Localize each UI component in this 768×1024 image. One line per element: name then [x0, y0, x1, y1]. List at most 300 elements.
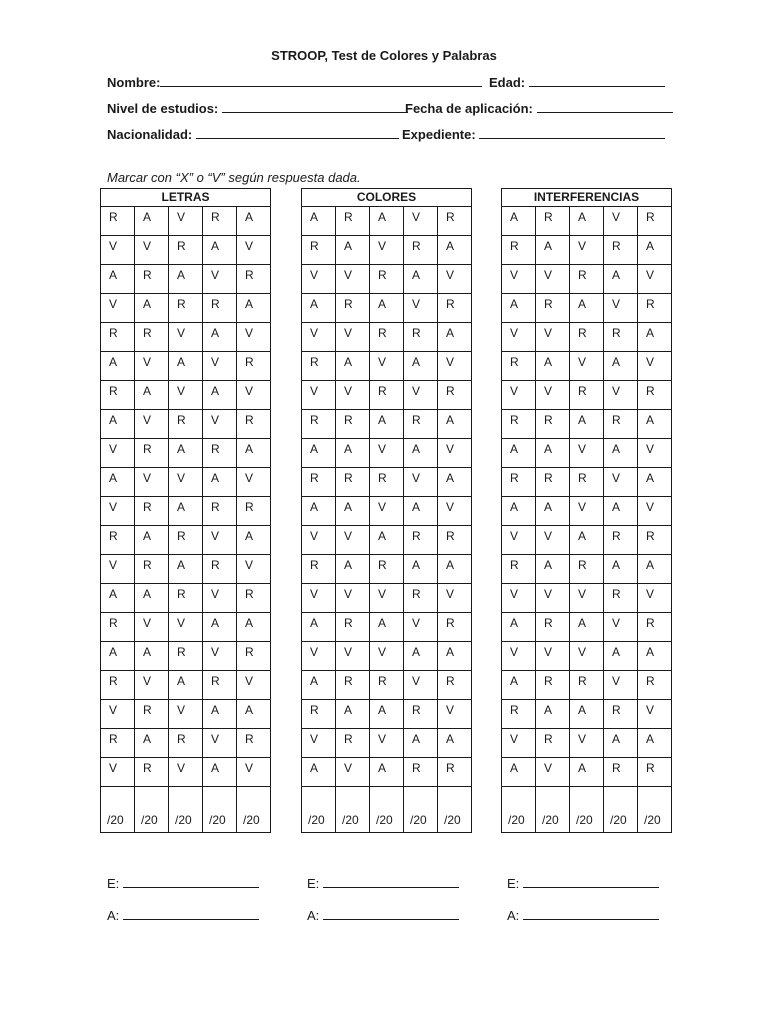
- stimulus-cell[interactable]: A: [302, 758, 336, 787]
- stimulus-cell[interactable]: V: [101, 700, 135, 729]
- stimulus-cell[interactable]: V: [370, 584, 404, 613]
- stimulus-cell[interactable]: V: [101, 439, 135, 468]
- stimulus-cell[interactable]: A: [638, 468, 672, 497]
- stimulus-cell[interactable]: A: [438, 323, 472, 352]
- stimulus-cell[interactable]: V: [135, 613, 169, 642]
- score-cell[interactable]: /20: [370, 787, 404, 833]
- stimulus-cell[interactable]: V: [101, 555, 135, 584]
- stimulus-cell[interactable]: A: [135, 526, 169, 555]
- stimulus-cell[interactable]: R: [638, 613, 672, 642]
- stimulus-cell[interactable]: V: [302, 323, 336, 352]
- stimulus-cell[interactable]: V: [502, 729, 536, 758]
- stimulus-cell[interactable]: R: [101, 729, 135, 758]
- stimulus-cell[interactable]: R: [404, 526, 438, 555]
- stimulus-cell[interactable]: R: [101, 613, 135, 642]
- stimulus-cell[interactable]: R: [502, 555, 536, 584]
- stimulus-cell[interactable]: V: [135, 468, 169, 497]
- stimulus-cell[interactable]: R: [404, 700, 438, 729]
- stimulus-cell[interactable]: A: [302, 671, 336, 700]
- stimulus-cell[interactable]: A: [604, 439, 638, 468]
- stimulus-cell[interactable]: A: [536, 352, 570, 381]
- stimulus-cell[interactable]: A: [135, 584, 169, 613]
- stimulus-cell[interactable]: V: [203, 729, 237, 758]
- stimulus-cell[interactable]: R: [502, 410, 536, 439]
- stimulus-cell[interactable]: A: [135, 207, 169, 236]
- score-cell[interactable]: /20: [302, 787, 336, 833]
- stimulus-cell[interactable]: R: [438, 207, 472, 236]
- stimulus-cell[interactable]: R: [604, 700, 638, 729]
- stimulus-cell[interactable]: A: [370, 294, 404, 323]
- stimulus-cell[interactable]: A: [570, 613, 604, 642]
- nacionalidad-blank[interactable]: [196, 127, 399, 139]
- stimulus-cell[interactable]: V: [169, 323, 203, 352]
- stimulus-cell[interactable]: R: [237, 352, 271, 381]
- stimulus-cell[interactable]: A: [237, 613, 271, 642]
- stimulus-cell[interactable]: A: [370, 700, 404, 729]
- stimulus-cell[interactable]: R: [604, 236, 638, 265]
- stimulus-cell[interactable]: V: [203, 642, 237, 671]
- stimulus-cell[interactable]: V: [203, 526, 237, 555]
- stimulus-cell[interactable]: A: [502, 294, 536, 323]
- stimulus-cell[interactable]: A: [336, 439, 370, 468]
- letras-a-field[interactable]: [107, 908, 259, 923]
- stimulus-cell[interactable]: A: [203, 381, 237, 410]
- stimulus-cell[interactable]: A: [169, 555, 203, 584]
- stimulus-cell[interactable]: R: [536, 671, 570, 700]
- stimulus-cell[interactable]: R: [336, 729, 370, 758]
- stimulus-cell[interactable]: R: [135, 265, 169, 294]
- stimulus-cell[interactable]: V: [135, 410, 169, 439]
- stimulus-cell[interactable]: A: [404, 439, 438, 468]
- nacionalidad-field[interactable]: [107, 127, 399, 142]
- stimulus-cell[interactable]: A: [570, 207, 604, 236]
- stimulus-cell[interactable]: R: [135, 323, 169, 352]
- stimulus-cell[interactable]: V: [135, 671, 169, 700]
- stimulus-cell[interactable]: V: [370, 236, 404, 265]
- stimulus-cell[interactable]: V: [237, 468, 271, 497]
- stimulus-cell[interactable]: A: [135, 294, 169, 323]
- stimulus-cell[interactable]: A: [638, 729, 672, 758]
- stimulus-cell[interactable]: V: [638, 439, 672, 468]
- stimulus-cell[interactable]: A: [101, 265, 135, 294]
- stimulus-cell[interactable]: V: [302, 265, 336, 294]
- stimulus-cell[interactable]: A: [438, 468, 472, 497]
- stimulus-cell[interactable]: R: [404, 584, 438, 613]
- stimulus-cell[interactable]: V: [370, 729, 404, 758]
- stimulus-cell[interactable]: V: [502, 642, 536, 671]
- expediente-field[interactable]: [402, 127, 665, 142]
- stimulus-cell[interactable]: A: [203, 613, 237, 642]
- stimulus-cell[interactable]: A: [604, 729, 638, 758]
- stimulus-cell[interactable]: A: [438, 555, 472, 584]
- stimulus-cell[interactable]: R: [302, 236, 336, 265]
- score-cell[interactable]: /20: [502, 787, 536, 833]
- stimulus-cell[interactable]: A: [336, 700, 370, 729]
- stimulus-cell[interactable]: R: [638, 758, 672, 787]
- nivel-blank[interactable]: [222, 101, 408, 113]
- stimulus-cell[interactable]: R: [237, 265, 271, 294]
- stimulus-cell[interactable]: R: [101, 671, 135, 700]
- stimulus-cell[interactable]: R: [101, 381, 135, 410]
- stimulus-cell[interactable]: R: [604, 584, 638, 613]
- stimulus-cell[interactable]: R: [536, 468, 570, 497]
- stimulus-cell[interactable]: V: [370, 497, 404, 526]
- stimulus-cell[interactable]: R: [101, 323, 135, 352]
- stimulus-cell[interactable]: R: [135, 700, 169, 729]
- stimulus-cell[interactable]: R: [336, 613, 370, 642]
- stimulus-cell[interactable]: V: [203, 410, 237, 439]
- interferencias-a-field[interactable]: [507, 908, 659, 923]
- stimulus-cell[interactable]: A: [438, 410, 472, 439]
- stimulus-cell[interactable]: V: [101, 497, 135, 526]
- stimulus-cell[interactable]: R: [336, 294, 370, 323]
- stimulus-cell[interactable]: A: [438, 729, 472, 758]
- stimulus-cell[interactable]: A: [370, 207, 404, 236]
- score-cell[interactable]: /20: [101, 787, 135, 833]
- stimulus-cell[interactable]: R: [502, 352, 536, 381]
- stimulus-cell[interactable]: A: [638, 642, 672, 671]
- stimulus-cell[interactable]: V: [302, 642, 336, 671]
- stimulus-cell[interactable]: A: [404, 497, 438, 526]
- stimulus-cell[interactable]: R: [101, 207, 135, 236]
- stimulus-cell[interactable]: V: [404, 671, 438, 700]
- stimulus-cell[interactable]: R: [237, 497, 271, 526]
- stimulus-cell[interactable]: A: [203, 323, 237, 352]
- stimulus-cell[interactable]: A: [169, 352, 203, 381]
- stimulus-cell[interactable]: R: [336, 671, 370, 700]
- stimulus-cell[interactable]: R: [169, 294, 203, 323]
- stimulus-cell[interactable]: V: [404, 207, 438, 236]
- stimulus-cell[interactable]: V: [336, 526, 370, 555]
- stimulus-cell[interactable]: A: [438, 642, 472, 671]
- stimulus-cell[interactable]: A: [502, 613, 536, 642]
- stimulus-cell[interactable]: A: [169, 497, 203, 526]
- stimulus-cell[interactable]: R: [502, 468, 536, 497]
- stimulus-cell[interactable]: V: [101, 758, 135, 787]
- fecha-blank[interactable]: [537, 101, 673, 113]
- stimulus-cell[interactable]: A: [404, 642, 438, 671]
- stimulus-cell[interactable]: A: [203, 236, 237, 265]
- stimulus-cell[interactable]: V: [438, 584, 472, 613]
- stimulus-cell[interactable]: V: [438, 497, 472, 526]
- score-cell[interactable]: /20: [638, 787, 672, 833]
- score-cell[interactable]: /20: [203, 787, 237, 833]
- stimulus-cell[interactable]: V: [604, 671, 638, 700]
- stimulus-cell[interactable]: V: [638, 265, 672, 294]
- stimulus-cell[interactable]: A: [536, 439, 570, 468]
- stimulus-cell[interactable]: A: [302, 294, 336, 323]
- stimulus-cell[interactable]: V: [302, 729, 336, 758]
- stimulus-cell[interactable]: R: [169, 729, 203, 758]
- stimulus-cell[interactable]: A: [536, 497, 570, 526]
- stimulus-cell[interactable]: A: [237, 526, 271, 555]
- stimulus-cell[interactable]: A: [237, 294, 271, 323]
- stimulus-cell[interactable]: V: [237, 236, 271, 265]
- stimulus-cell[interactable]: R: [336, 468, 370, 497]
- stimulus-cell[interactable]: R: [237, 410, 271, 439]
- score-cell[interactable]: /20: [237, 787, 271, 833]
- stimulus-cell[interactable]: R: [302, 468, 336, 497]
- stimulus-cell[interactable]: R: [370, 265, 404, 294]
- stimulus-cell[interactable]: V: [370, 439, 404, 468]
- stimulus-cell[interactable]: A: [237, 700, 271, 729]
- letras-e-field[interactable]: [107, 876, 259, 891]
- stimulus-cell[interactable]: A: [570, 700, 604, 729]
- stimulus-cell[interactable]: V: [536, 526, 570, 555]
- stimulus-cell[interactable]: A: [638, 236, 672, 265]
- stimulus-cell[interactable]: V: [536, 381, 570, 410]
- stimulus-cell[interactable]: A: [237, 207, 271, 236]
- stimulus-cell[interactable]: V: [336, 381, 370, 410]
- stimulus-cell[interactable]: A: [302, 613, 336, 642]
- stimulus-cell[interactable]: V: [203, 584, 237, 613]
- stimulus-cell[interactable]: A: [302, 207, 336, 236]
- stimulus-cell[interactable]: R: [438, 526, 472, 555]
- stimulus-cell[interactable]: R: [536, 207, 570, 236]
- stimulus-cell[interactable]: V: [237, 381, 271, 410]
- stimulus-cell[interactable]: A: [336, 497, 370, 526]
- stimulus-cell[interactable]: V: [604, 294, 638, 323]
- score-cell[interactable]: /20: [135, 787, 169, 833]
- stimulus-cell[interactable]: R: [336, 410, 370, 439]
- stimulus-cell[interactable]: V: [638, 584, 672, 613]
- stimulus-cell[interactable]: R: [536, 410, 570, 439]
- stimulus-cell[interactable]: A: [203, 758, 237, 787]
- stimulus-cell[interactable]: R: [169, 410, 203, 439]
- score-cell[interactable]: /20: [604, 787, 638, 833]
- interferencias-e-blank[interactable]: [523, 876, 659, 888]
- stimulus-cell[interactable]: V: [336, 584, 370, 613]
- colores-a-blank[interactable]: [323, 908, 459, 920]
- stimulus-cell[interactable]: V: [570, 352, 604, 381]
- stimulus-cell[interactable]: R: [370, 671, 404, 700]
- stimulus-cell[interactable]: R: [370, 468, 404, 497]
- stimulus-cell[interactable]: V: [536, 265, 570, 294]
- stimulus-cell[interactable]: A: [101, 642, 135, 671]
- stimulus-cell[interactable]: A: [101, 584, 135, 613]
- stimulus-cell[interactable]: A: [404, 265, 438, 294]
- stimulus-cell[interactable]: R: [638, 526, 672, 555]
- stimulus-cell[interactable]: V: [502, 265, 536, 294]
- stimulus-cell[interactable]: V: [237, 671, 271, 700]
- stimulus-cell[interactable]: R: [203, 671, 237, 700]
- stimulus-cell[interactable]: A: [101, 410, 135, 439]
- stimulus-cell[interactable]: R: [638, 671, 672, 700]
- stimulus-cell[interactable]: R: [404, 236, 438, 265]
- stimulus-cell[interactable]: R: [570, 671, 604, 700]
- score-cell[interactable]: /20: [169, 787, 203, 833]
- stimulus-cell[interactable]: R: [536, 613, 570, 642]
- stimulus-cell[interactable]: V: [536, 758, 570, 787]
- stimulus-cell[interactable]: V: [502, 526, 536, 555]
- stimulus-cell[interactable]: R: [404, 410, 438, 439]
- stimulus-cell[interactable]: A: [237, 439, 271, 468]
- stimulus-cell[interactable]: R: [638, 207, 672, 236]
- stimulus-cell[interactable]: A: [404, 555, 438, 584]
- stimulus-cell[interactable]: V: [570, 642, 604, 671]
- stimulus-cell[interactable]: V: [336, 323, 370, 352]
- stimulus-cell[interactable]: R: [237, 729, 271, 758]
- stimulus-cell[interactable]: V: [237, 323, 271, 352]
- stimulus-cell[interactable]: V: [502, 323, 536, 352]
- score-cell[interactable]: /20: [570, 787, 604, 833]
- stimulus-cell[interactable]: A: [502, 758, 536, 787]
- stimulus-cell[interactable]: A: [502, 207, 536, 236]
- stimulus-cell[interactable]: R: [438, 294, 472, 323]
- stimulus-cell[interactable]: A: [536, 700, 570, 729]
- stimulus-cell[interactable]: V: [570, 729, 604, 758]
- stimulus-cell[interactable]: R: [604, 410, 638, 439]
- stimulus-cell[interactable]: R: [438, 613, 472, 642]
- stimulus-cell[interactable]: V: [604, 207, 638, 236]
- stimulus-cell[interactable]: A: [203, 700, 237, 729]
- stimulus-cell[interactable]: A: [370, 613, 404, 642]
- stimulus-cell[interactable]: A: [169, 265, 203, 294]
- stimulus-cell[interactable]: R: [370, 323, 404, 352]
- stimulus-cell[interactable]: V: [169, 613, 203, 642]
- stimulus-cell[interactable]: R: [336, 207, 370, 236]
- stimulus-cell[interactable]: R: [536, 729, 570, 758]
- stimulus-cell[interactable]: V: [203, 265, 237, 294]
- score-cell[interactable]: /20: [336, 787, 370, 833]
- stimulus-cell[interactable]: A: [604, 642, 638, 671]
- stimulus-cell[interactable]: R: [536, 294, 570, 323]
- stimulus-cell[interactable]: R: [404, 758, 438, 787]
- stimulus-cell[interactable]: V: [169, 468, 203, 497]
- stimulus-cell[interactable]: V: [536, 323, 570, 352]
- stimulus-cell[interactable]: V: [438, 352, 472, 381]
- colores-a-field[interactable]: [307, 908, 459, 923]
- stimulus-cell[interactable]: A: [135, 642, 169, 671]
- stimulus-cell[interactable]: R: [203, 294, 237, 323]
- stimulus-cell[interactable]: V: [604, 381, 638, 410]
- stimulus-cell[interactable]: R: [570, 381, 604, 410]
- stimulus-cell[interactable]: R: [203, 555, 237, 584]
- stimulus-cell[interactable]: R: [370, 555, 404, 584]
- stimulus-cell[interactable]: V: [169, 700, 203, 729]
- stimulus-cell[interactable]: A: [336, 236, 370, 265]
- stimulus-cell[interactable]: A: [404, 729, 438, 758]
- stimulus-cell[interactable]: R: [438, 758, 472, 787]
- stimulus-cell[interactable]: R: [302, 700, 336, 729]
- stimulus-cell[interactable]: R: [169, 584, 203, 613]
- stimulus-cell[interactable]: R: [604, 758, 638, 787]
- stimulus-cell[interactable]: V: [169, 381, 203, 410]
- stimulus-cell[interactable]: R: [135, 555, 169, 584]
- interferencias-e-field[interactable]: [507, 876, 659, 891]
- stimulus-cell[interactable]: R: [101, 526, 135, 555]
- stimulus-cell[interactable]: A: [604, 555, 638, 584]
- stimulus-cell[interactable]: V: [135, 352, 169, 381]
- stimulus-cell[interactable]: A: [336, 352, 370, 381]
- stimulus-cell[interactable]: A: [370, 410, 404, 439]
- nombre-blank[interactable]: [160, 75, 482, 87]
- stimulus-cell[interactable]: R: [370, 381, 404, 410]
- stimulus-cell[interactable]: A: [502, 671, 536, 700]
- stimulus-cell[interactable]: R: [203, 439, 237, 468]
- stimulus-cell[interactable]: A: [502, 497, 536, 526]
- stimulus-cell[interactable]: V: [237, 555, 271, 584]
- stimulus-cell[interactable]: A: [370, 526, 404, 555]
- stimulus-cell[interactable]: R: [438, 671, 472, 700]
- stimulus-cell[interactable]: V: [404, 468, 438, 497]
- stimulus-cell[interactable]: V: [370, 352, 404, 381]
- stimulus-cell[interactable]: V: [570, 236, 604, 265]
- letras-a-blank[interactable]: [123, 908, 259, 920]
- stimulus-cell[interactable]: R: [135, 497, 169, 526]
- stimulus-cell[interactable]: V: [336, 642, 370, 671]
- stimulus-cell[interactable]: A: [502, 439, 536, 468]
- stimulus-cell[interactable]: A: [135, 381, 169, 410]
- stimulus-cell[interactable]: V: [135, 236, 169, 265]
- stimulus-cell[interactable]: A: [404, 352, 438, 381]
- stimulus-cell[interactable]: R: [502, 236, 536, 265]
- stimulus-cell[interactable]: R: [570, 555, 604, 584]
- stimulus-cell[interactable]: V: [237, 758, 271, 787]
- stimulus-cell[interactable]: V: [101, 236, 135, 265]
- score-cell[interactable]: /20: [536, 787, 570, 833]
- stimulus-cell[interactable]: A: [536, 236, 570, 265]
- stimulus-cell[interactable]: A: [604, 352, 638, 381]
- stimulus-cell[interactable]: A: [370, 758, 404, 787]
- stimulus-cell[interactable]: A: [336, 555, 370, 584]
- stimulus-cell[interactable]: A: [169, 439, 203, 468]
- stimulus-cell[interactable]: R: [438, 381, 472, 410]
- stimulus-cell[interactable]: A: [101, 352, 135, 381]
- stimulus-cell[interactable]: V: [101, 294, 135, 323]
- stimulus-cell[interactable]: A: [638, 410, 672, 439]
- stimulus-cell[interactable]: R: [302, 410, 336, 439]
- stimulus-cell[interactable]: A: [570, 526, 604, 555]
- stimulus-cell[interactable]: A: [203, 468, 237, 497]
- stimulus-cell[interactable]: V: [536, 584, 570, 613]
- stimulus-cell[interactable]: R: [302, 555, 336, 584]
- stimulus-cell[interactable]: A: [570, 294, 604, 323]
- edad-field[interactable]: [489, 75, 665, 90]
- stimulus-cell[interactable]: R: [570, 265, 604, 294]
- stimulus-cell[interactable]: R: [203, 207, 237, 236]
- stimulus-cell[interactable]: V: [404, 613, 438, 642]
- nombre-field[interactable]: [107, 75, 482, 90]
- stimulus-cell[interactable]: V: [570, 439, 604, 468]
- stimulus-cell[interactable]: V: [536, 642, 570, 671]
- stimulus-cell[interactable]: A: [302, 497, 336, 526]
- stimulus-cell[interactable]: R: [570, 323, 604, 352]
- stimulus-cell[interactable]: V: [404, 294, 438, 323]
- stimulus-cell[interactable]: A: [604, 265, 638, 294]
- stimulus-cell[interactable]: V: [638, 352, 672, 381]
- stimulus-cell[interactable]: A: [101, 468, 135, 497]
- colores-e-blank[interactable]: [323, 876, 459, 888]
- stimulus-cell[interactable]: R: [638, 381, 672, 410]
- stimulus-cell[interactable]: V: [638, 700, 672, 729]
- stimulus-cell[interactable]: R: [404, 323, 438, 352]
- stimulus-cell[interactable]: V: [438, 439, 472, 468]
- stimulus-cell[interactable]: V: [370, 642, 404, 671]
- stimulus-cell[interactable]: R: [169, 236, 203, 265]
- stimulus-cell[interactable]: V: [336, 758, 370, 787]
- stimulus-cell[interactable]: R: [169, 526, 203, 555]
- stimulus-cell[interactable]: R: [638, 294, 672, 323]
- stimulus-cell[interactable]: V: [302, 526, 336, 555]
- fecha-field[interactable]: [405, 101, 673, 116]
- stimulus-cell[interactable]: V: [570, 497, 604, 526]
- stimulus-cell[interactable]: A: [570, 410, 604, 439]
- stimulus-cell[interactable]: V: [404, 381, 438, 410]
- stimulus-cell[interactable]: R: [502, 700, 536, 729]
- stimulus-cell[interactable]: R: [203, 497, 237, 526]
- stimulus-cell[interactable]: A: [604, 497, 638, 526]
